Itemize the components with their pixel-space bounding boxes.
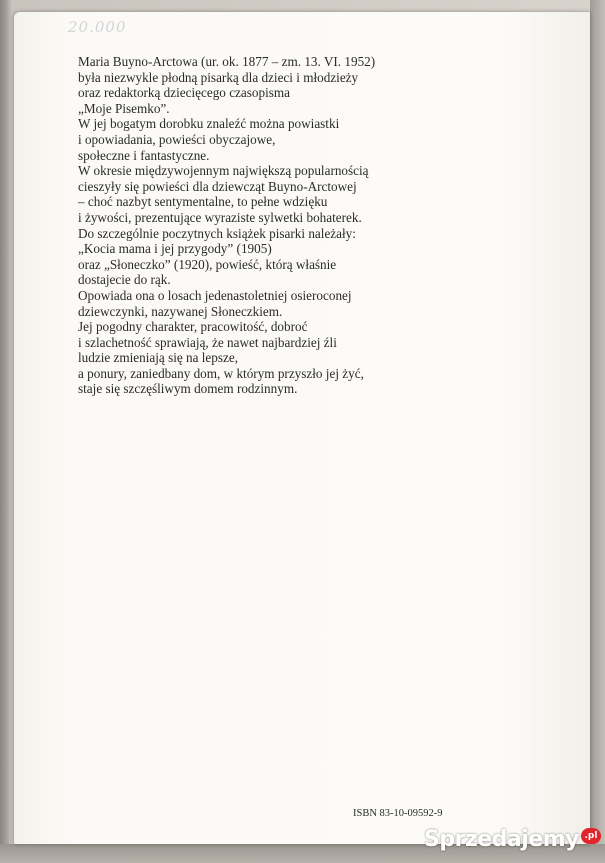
blurb-line: W okresie międzywojennym największą popularnością (78, 163, 369, 179)
blurb-line: „Moje Pisemko”. (78, 100, 170, 116)
blurb-line: staje się szczęśliwym domem rodzinnym. (78, 381, 298, 397)
blurb-line: „Kocia mama i jej przygody” (1905) (78, 241, 272, 257)
blurb-line: oraz „Słoneczko” (1920), powieść, którą właśnie (78, 256, 337, 272)
watermark-logo: Sprzedajemy (424, 827, 579, 852)
blurb-line: Maria Buyno-Arctowa (ur. ok. 1877 – zm. 13. VI. 1952) (78, 54, 376, 69)
scan-edge-right (590, 0, 605, 863)
cover-blurb (78, 54, 375, 397)
blurb-line: i szlachetność sprawiają, że nawet najbardziej źli (78, 334, 337, 350)
watermark-logo-badge: .pl (581, 828, 601, 844)
blurb-line: Do szczególnie poczytnych książek pisarki należały: (78, 225, 356, 241)
blurb-line: Opowiada ona o losach jedenastoletniej osieroconej (78, 287, 352, 303)
blurb-line: ludzie zmieniają się na lepsze, (78, 350, 239, 366)
blurb-line: dziewczynki, nazywanej Słoneczkiem. (78, 303, 283, 319)
blurb-line: Jej pogodny charakter, pracowitość, dobroć (78, 319, 308, 335)
blurb-line: dostajecie do rąk. (78, 272, 171, 288)
blurb-line: i opowiadania, powieści obyczajowe, (78, 131, 276, 147)
blurb-line: a ponury, zaniedbany dom, w którym przyszło jej żyć, (78, 365, 364, 381)
blurb-line: oraz redaktorką dziecięcego czasopisma (78, 85, 290, 101)
blurb-line: W jej bogatym dorobku znaleźć można powiastki (78, 116, 340, 132)
blurb-line: i żywości, prezentujące wyraziste sylwetki bohaterek. (78, 209, 362, 225)
blurb-line: społeczne i fantastyczne. (78, 147, 210, 163)
blurb-line: – choć nazbyt sentymentalne, to pełne wdzięku (78, 194, 328, 210)
blurb-line: cieszyły się powieści dla dziewcząt Buyno-Arctowej (78, 178, 357, 194)
handwritten-price-note: 20.000 (68, 18, 127, 36)
blurb-line: była niezwykle płodną pisarką dla dzieci i młodzieży (78, 69, 359, 85)
isbn: ISBN 83-10-09592-9 (353, 808, 443, 819)
watermark (424, 828, 601, 852)
